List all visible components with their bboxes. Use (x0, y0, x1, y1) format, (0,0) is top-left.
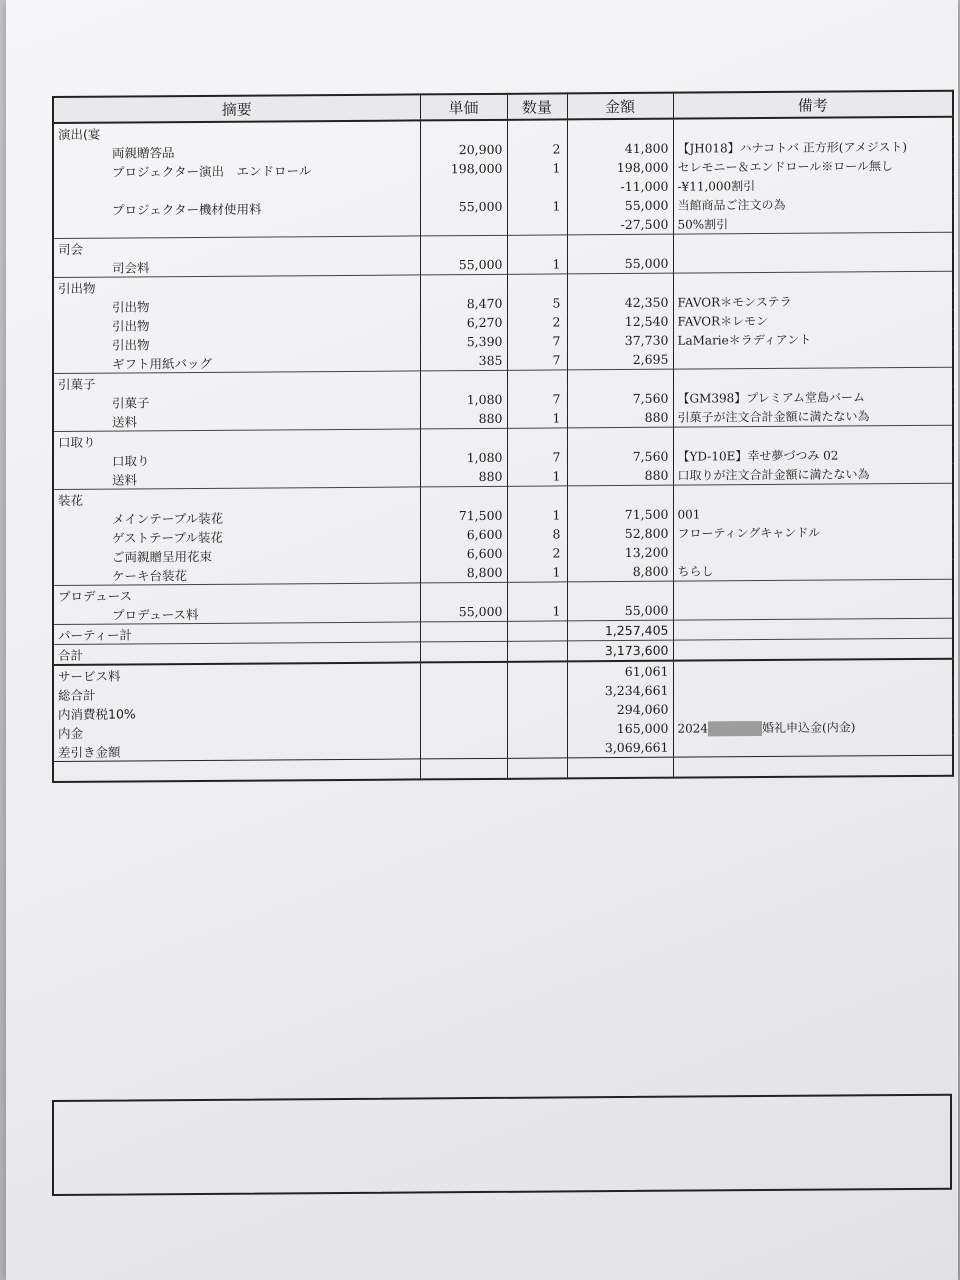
summary-remarks (673, 698, 953, 719)
item-unit-price: 55,000 (420, 602, 507, 622)
empty-cell (420, 701, 507, 721)
empty-cell (420, 274, 507, 294)
header-remarks: 備考 (673, 91, 953, 119)
item-quantity (507, 177, 567, 196)
item-name: 口取り (53, 448, 420, 470)
redacted-block (708, 721, 762, 736)
item-quantity: 2 (507, 543, 567, 562)
empty-cell (420, 682, 507, 702)
section-title: プロデュース (53, 583, 420, 605)
empty-cell (507, 738, 567, 758)
empty-cell (507, 235, 567, 255)
empty-cell (673, 755, 953, 777)
summary-remarks (673, 679, 953, 700)
item-amount: 2,695 (567, 350, 673, 370)
section-title: 装花 (53, 487, 420, 509)
item-unit-price: 1,080 (420, 448, 507, 468)
item-unit-price (420, 178, 507, 198)
item-unit-price: 20,900 (420, 140, 507, 160)
item-remarks: -¥11,000割引 (673, 175, 953, 196)
item-unit-price: 5,390 (420, 332, 507, 352)
item-quantity: 1 (507, 466, 567, 486)
item-amount: 880 (567, 466, 673, 486)
item-amount: -11,000 (567, 177, 673, 197)
footer-blank-box (52, 1094, 952, 1196)
item-name: プロジェクター演出 エンドロール (53, 159, 420, 181)
invoice-body (53, 117, 953, 782)
empty-cell (507, 582, 567, 602)
item-quantity: 1 (507, 562, 567, 582)
empty-cell (567, 234, 673, 254)
item-amount: 8,800 (567, 562, 673, 582)
summary-label: 差引き金額 (53, 739, 420, 761)
item-amount: 55,000 (567, 254, 673, 274)
item-remarks (673, 348, 953, 369)
item-remarks (673, 252, 953, 273)
item-name: 司会料 (53, 255, 420, 277)
item-remarks: 50%割引 (673, 213, 953, 234)
item-quantity: 5 (507, 293, 567, 312)
empty-cell (673, 117, 953, 139)
section-title: 口取り (53, 429, 420, 451)
section-title: 引菓子 (53, 371, 420, 393)
summary-remarks (673, 736, 953, 757)
empty-cell (673, 483, 953, 504)
empty-cell (420, 370, 507, 390)
item-unit-price: 880 (420, 409, 507, 429)
empty-cell (567, 369, 673, 389)
remark-suffix: 婚礼申込金(内金) (762, 720, 856, 736)
item-name (53, 216, 420, 238)
total-label: 合計 (53, 642, 420, 665)
item-unit-price: 6,600 (420, 544, 507, 564)
item-unit-price: 6,270 (420, 313, 507, 333)
empty-cell (507, 119, 567, 139)
empty-cell (507, 274, 567, 294)
item-amount: 7,560 (567, 389, 673, 409)
item-quantity: 2 (507, 139, 567, 158)
summary-label: 内金 (53, 720, 420, 742)
empty-cell (420, 739, 507, 759)
item-name: 送料 (53, 467, 420, 489)
item-remarks: 【JH018】ハナコトバ 正方形(アメジスト) (673, 137, 953, 158)
item-remarks: 【YD-10E】幸せ夢づつみ 02 (673, 445, 953, 466)
invoice-sheet (52, 90, 954, 1196)
item-remarks: 当館商品ご注文の為 (673, 194, 953, 215)
empty-cell (420, 720, 507, 740)
item-name: 引出物 (53, 332, 420, 354)
item-quantity: 1 (507, 408, 567, 428)
item-name: 送料 (53, 409, 420, 431)
empty-cell (420, 662, 507, 683)
item-remarks: LaMarie＊ラディアント (673, 329, 953, 350)
item-remarks: フローティングキャンドル (673, 522, 953, 543)
summary-amount: 3,234,661 (567, 681, 673, 701)
item-amount: 55,000 (567, 196, 673, 216)
item-quantity: 2 (507, 312, 567, 331)
item-name: 引菓子 (53, 390, 420, 412)
header-quantity: 数量 (507, 93, 567, 119)
empty-cell (507, 661, 567, 681)
empty-cell (567, 757, 673, 778)
item-quantity: 7 (507, 389, 567, 408)
item-name (53, 178, 420, 200)
empty-cell (507, 621, 567, 641)
empty-cell (567, 273, 673, 293)
empty-cell (420, 758, 507, 779)
empty-cell (507, 486, 567, 506)
empty-cell (673, 618, 953, 640)
item-amount: 880 (567, 408, 673, 428)
empty-cell (673, 367, 953, 388)
summary-amount: 294,060 (567, 700, 673, 720)
empty-cell (567, 581, 673, 601)
item-remarks: 口取りが注文合計金額に満たない為 (673, 464, 953, 485)
empty-cell (507, 719, 567, 738)
item-amount: 41,800 (567, 139, 673, 159)
empty-cell (420, 621, 507, 642)
empty-cell (507, 700, 567, 719)
item-name: メインテーブル装花 (53, 506, 420, 528)
empty-cell (567, 485, 673, 505)
summary-label: サービス料 (53, 662, 420, 685)
empty-cell (673, 425, 953, 446)
empty-cell (567, 119, 673, 140)
empty-cell (507, 370, 567, 390)
item-remarks (673, 599, 953, 620)
empty-cell (420, 120, 507, 141)
item-name: ゲストテーブル装花 (53, 525, 420, 547)
remark-prefix: 2024 (677, 721, 709, 736)
empty-cell (507, 758, 567, 779)
party_total-label: パーティー計 (53, 622, 420, 645)
item-unit-price: 6,600 (420, 525, 507, 545)
item-remarks: セレモニー＆エンドロール※ロール無し (673, 156, 953, 177)
empty-cell (507, 681, 567, 700)
summary-label: 総合計 (53, 682, 420, 704)
item-name: プロデュース料 (53, 602, 420, 624)
empty-cell (567, 427, 673, 447)
item-remarks (673, 541, 953, 562)
invoice-table (52, 90, 954, 783)
section-title: 司会 (53, 236, 420, 258)
header-unit-price: 単価 (420, 94, 507, 121)
item-unit-price: 385 (420, 351, 507, 371)
party_total-amount: 1,257,405 (567, 620, 673, 641)
empty-cell (53, 759, 420, 782)
item-remarks: FAVOR＊レモン (673, 310, 953, 331)
summary-remarks (673, 717, 953, 738)
summary-amount: 61,061 (567, 661, 673, 682)
item-remarks: 引菓子が注文合計金額に満たない為 (673, 406, 953, 427)
item-quantity: 1 (507, 196, 567, 215)
item-unit-price: 880 (420, 467, 507, 487)
empty-cell (420, 641, 507, 662)
empty-cell (420, 428, 507, 448)
item-amount: 71,500 (567, 505, 673, 525)
item-name: プロジェクター機材使用料 (53, 197, 420, 219)
item-amount: 37,730 (567, 331, 673, 351)
item-unit-price: 8,800 (420, 563, 507, 583)
item-amount: 52,800 (567, 524, 673, 544)
item-quantity: 1 (507, 158, 567, 177)
item-unit-price: 1,080 (420, 390, 507, 410)
item-amount: -27,500 (567, 215, 673, 235)
empty-cell (507, 641, 567, 662)
empty-cell (420, 582, 507, 602)
item-amount: 198,000 (567, 158, 673, 178)
item-quantity: 1 (507, 601, 567, 621)
item-quantity: 7 (507, 350, 567, 370)
item-unit-price: 198,000 (420, 159, 507, 179)
item-amount: 12,540 (567, 312, 673, 332)
item-remarks: ちらし (673, 560, 953, 581)
item-quantity: 8 (507, 524, 567, 543)
empty-cell (673, 232, 953, 253)
item-remarks: 【GM398】プレミアム堂島バーム (673, 387, 953, 408)
item-quantity: 7 (507, 331, 567, 350)
total-amount: 3,173,600 (567, 640, 673, 661)
summary-label: 内消費税10% (53, 701, 420, 723)
empty-cell (673, 271, 953, 292)
empty-cell (673, 579, 953, 600)
summary-remarks (673, 659, 953, 681)
item-quantity (507, 215, 567, 235)
item-quantity: 1 (507, 254, 567, 274)
item-quantity: 7 (507, 447, 567, 466)
item-unit-price: 8,470 (420, 294, 507, 314)
item-name: 引出物 (53, 294, 420, 316)
item-quantity: 1 (507, 505, 567, 524)
item-unit-price: 71,500 (420, 506, 507, 526)
item-amount: 7,560 (567, 447, 673, 467)
item-name: ケーキ台装花 (53, 563, 420, 585)
item-unit-price: 55,000 (420, 197, 507, 217)
item-unit-price: 55,000 (420, 255, 507, 275)
item-name: ご両親贈呈用花束 (53, 544, 420, 566)
empty-cell (420, 235, 507, 255)
section-title: 演出(宴 (53, 120, 420, 143)
paper-sheet (6, 0, 958, 1280)
empty-cell (420, 486, 507, 506)
item-name: 両親贈答品 (53, 140, 420, 162)
item-remarks: FAVOR＊モンステラ (673, 291, 953, 312)
item-unit-price (420, 216, 507, 236)
section-title: 引出物 (53, 275, 420, 297)
item-name: 引出物 (53, 313, 420, 335)
empty-cell (673, 638, 953, 660)
summary-amount: 165,000 (567, 719, 673, 739)
empty-cell (507, 428, 567, 448)
item-amount: 42,350 (567, 293, 673, 313)
summary-amount: 3,069,661 (567, 738, 673, 758)
item-remarks: 001 (673, 503, 953, 524)
item-amount: 13,200 (567, 543, 673, 563)
header-summary: 摘要 (53, 94, 420, 123)
item-amount: 55,000 (567, 601, 673, 621)
header-amount: 金額 (567, 93, 673, 120)
item-name: ギフト用紙バッグ (53, 351, 420, 373)
